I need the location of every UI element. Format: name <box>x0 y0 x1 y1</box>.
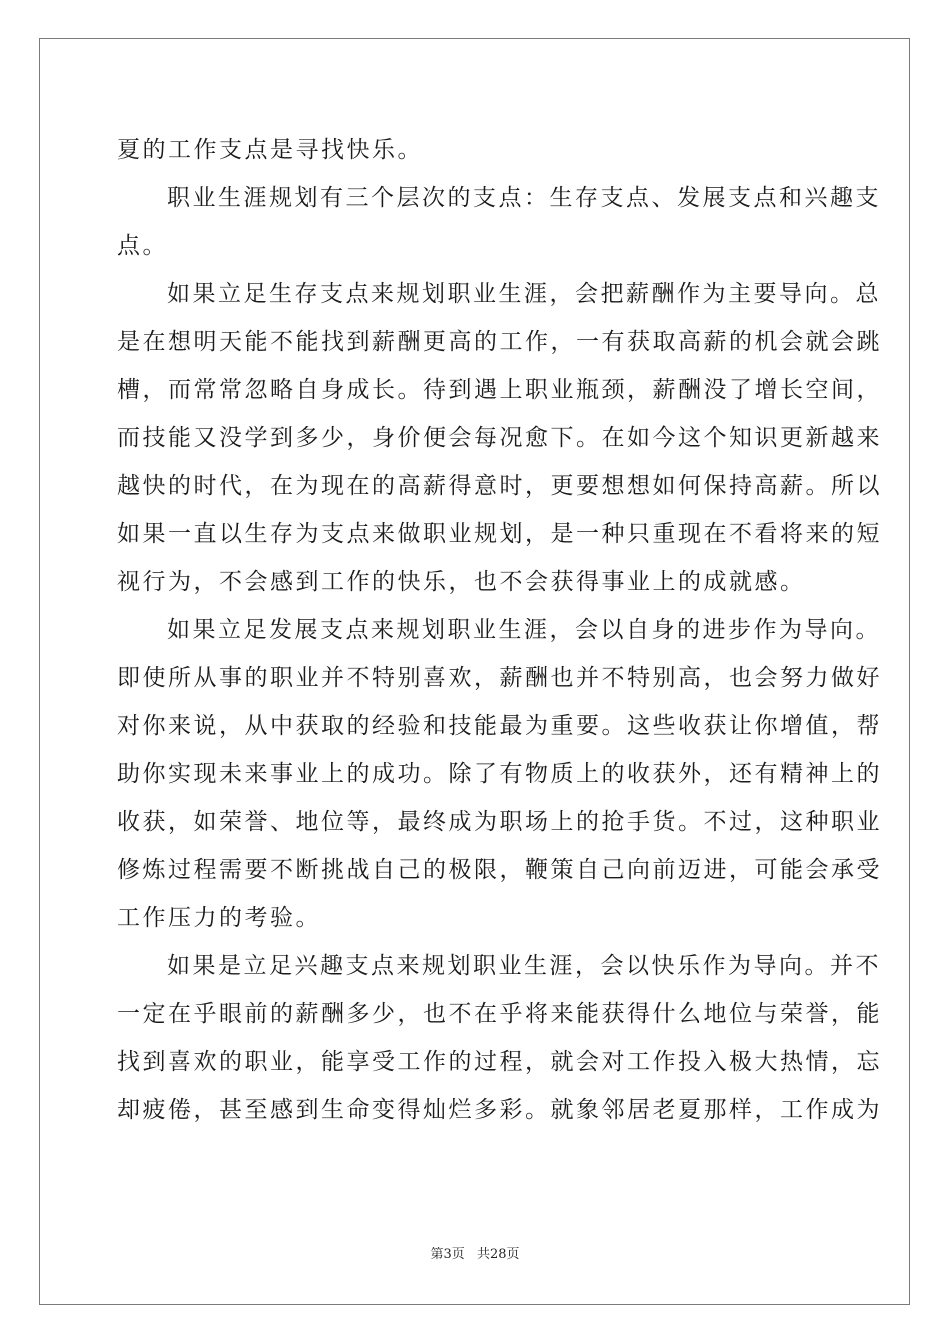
paragraph-start: 职业生涯规划有三个层次的支点：生存支点、发展支点和兴趣支 <box>167 185 881 211</box>
text-line: 却疲倦，甚至感到生命变得灿烂多彩。就象邻居老夏那样，工作成为 <box>117 1097 882 1123</box>
text-line: 修炼过程需要不断挑战自己的极限，鞭策自己向前迈进，可能会承受 <box>117 857 882 883</box>
text-line: 而技能又没学到多少，身价便会每况愈下。在如今这个知识更新越来 <box>117 425 882 451</box>
document-body <box>117 126 882 1134</box>
text-line: 夏的工作支点是寻找快乐。 <box>117 137 423 163</box>
text-line: 即使所从事的职业并不特别喜欢，薪酬也并不特别高，也会努力做好 <box>117 665 882 691</box>
text-line: 一定在乎眼前的薪酬多少，也不在乎将来能获得什么地位与荣誉，能 <box>117 1001 882 1027</box>
text-line: 对你来说，从中获取的经验和技能最为重要。这些收获让你增值，帮 <box>117 713 882 739</box>
paragraph-start: 如果是立足兴趣支点来规划职业生涯，会以快乐作为导向。并不 <box>167 953 881 979</box>
text-line: 槽，而常常忽略自身成长。待到遇上职业瓶颈，薪酬没了增长空间， <box>117 377 882 403</box>
text-line: 如果一直以生存为支点来做职业规划，是一种只重现在不看将来的短 <box>117 521 882 547</box>
text-line: 找到喜欢的职业，能享受工作的过程，就会对工作投入极大热情，忘 <box>117 1049 882 1075</box>
total-pages: 共28页 <box>476 1247 520 1262</box>
paragraph-start: 如果立足生存支点来规划职业生涯，会把薪酬作为主要导向。总 <box>167 281 881 307</box>
page-number: 第3页 <box>430 1247 465 1262</box>
page-footer <box>0 1243 950 1262</box>
text-line: 越快的时代，在为现在的高薪得意时，更要想想如何保持高薪。所以 <box>117 473 882 499</box>
text-line: 工作压力的考验。 <box>117 905 321 931</box>
text-line: 助你实现未来事业上的成功。除了有物质上的收获外，还有精神上的 <box>117 761 882 787</box>
text-line: 收获，如荣誉、地位等，最终成为职场上的抢手货。不过，这种职业 <box>117 809 882 835</box>
paragraph-start: 如果立足发展支点来规划职业生涯，会以自身的进步作为导向。 <box>167 617 881 643</box>
text-line: 点。 <box>117 233 168 259</box>
text-line: 是在想明天能不能找到薪酬更高的工作，一有获取高薪的机会就会跳 <box>117 329 882 355</box>
text-line: 视行为，不会感到工作的快乐，也不会获得事业上的成就感。 <box>117 569 806 595</box>
